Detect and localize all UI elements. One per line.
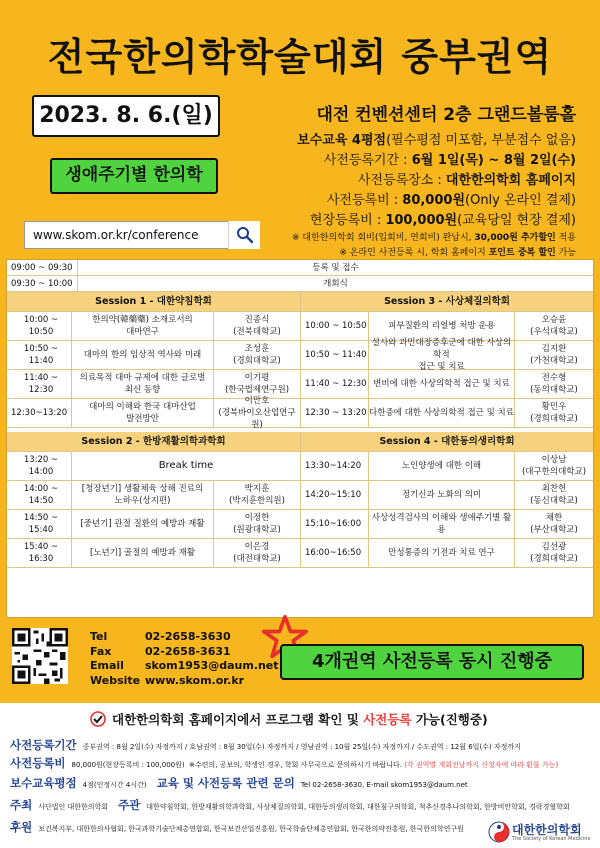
footer-sponsor: 후원 보건복지부, 대한한의사협회, 한국과학기술단체총연합회, 한국보건산업진흥원, 한국학술단체총연합회, 한국한의약진흥원, 한국한의학연구원	[10, 820, 464, 834]
speaker-cell: 이정한 (원광대학교)	[213, 510, 300, 538]
topic-cell: 정기신과 노화의 의미	[368, 481, 514, 509]
website-link[interactable]: www.skom.or.kr	[145, 673, 245, 687]
theme-badge: 생애주기별 한의학	[50, 158, 218, 194]
topic-cell: 설사와 과민대장증후군에 대한 사상의학적 접근 및 치료	[368, 341, 514, 369]
time-cell: 15:40 ~ 16:30	[23, 542, 59, 564]
onsite-fee: 현장등록비 : 100,000원(교육당일 현장 결제)	[309, 213, 576, 228]
event-info	[246, 100, 576, 261]
time-cell: 16:00~16:50	[300, 539, 368, 567]
session-header-row	[7, 292, 593, 312]
footer-prereg-period: 사전등록기간 중부권역 : 8월 2일(수) 자정까지 / 호남권역 : 8월 30일(수) 자정까지 / 영남권역 : 10월 25일(수) 자정까지 / 수도권역 : 12월 6일(수) 자정까지	[10, 738, 521, 752]
schedule-row	[7, 452, 593, 481]
topic-cell: [노년기] 골절의 예방과 재활	[71, 539, 213, 567]
session-title: Session 2 - 한방재활의학과학회	[81, 435, 226, 447]
topic-cell: 만성통증의 기전과 치료 연구	[368, 539, 514, 567]
speaker-cell: 김지환 (가천대학교)	[514, 341, 593, 369]
topic-cell: 피부질환의 리얼병 처방 운용	[368, 312, 514, 340]
topic-cell: Break time	[71, 452, 300, 480]
time-cell: 12:30~13:20	[11, 408, 68, 418]
time-cell: 12:30 ~ 13:20	[300, 399, 368, 427]
footer-prereg-fee: 사전등록비 80,000원(현장등록비 : 100,000원) ※수련의, 공보의, 학생인 경우, 학회 사무국으로 문의하시기 바랍니다. (각 권역별 개회전날까지 신청자에 따라 환불 가능)	[10, 756, 559, 770]
session-header-row	[7, 432, 593, 452]
website-label: Website	[90, 673, 141, 687]
program-cell: 등록 및 접수	[77, 260, 593, 275]
check-icon	[90, 711, 106, 727]
topic-cell: 변비에 대한 사상의학적 접근 및 치료	[368, 370, 514, 398]
prereg-fee: 사전등록비 : 80,000원(Only 온라인 결제)	[326, 193, 576, 208]
topic-cell: 의료목적 대마 규제에 대한 글로벌 최신 동향	[71, 370, 213, 398]
email-label: Email	[90, 659, 124, 672]
topic-cell: 대마의 이해와 한국 대마산업 발전방안	[71, 399, 213, 427]
time-cell: 15:10~16:00	[300, 510, 368, 538]
session-title: Session 1 - 대한약침학회	[95, 295, 212, 307]
footer-edu-inquiry: 보수교육평점 4점(인정시간 4시간) 교육 및 사전등록 관련 문의 Tel 02-2658-3630, E-mail skom1953@daum.net	[10, 776, 468, 790]
speaker-cell: 김선광 (경희대학교)	[514, 539, 593, 567]
speaker-cell: 최찬헌 (동신대학교)	[514, 481, 593, 509]
time-cell: 13:20 ~ 14:00	[23, 455, 59, 477]
schedule-row	[7, 481, 593, 510]
speaker-cell: 이상남 (대구한의대학교)	[514, 452, 593, 480]
speaker-cell: 박지훈 (박지훈한의원)	[213, 481, 300, 509]
speaker-cell: 채한 (부산대학교)	[514, 510, 593, 538]
venue: 대전 컨벤션센터 2층 그랜드볼룸홀	[316, 105, 576, 125]
tel-value: 02-2658-3630	[145, 630, 231, 643]
topic-cell: 다한증에 대한 사상의학적 접근 및 치료	[368, 399, 514, 427]
page-title: 전국한의학학술대회 중부권역	[47, 35, 553, 79]
speaker-cell: 이기평 (한국법제연구원)	[213, 370, 300, 398]
schedule-row	[7, 370, 593, 399]
society-logo-text: 대한한의학회	[512, 823, 582, 837]
fax-label: Fax	[90, 644, 112, 658]
time-cell: 13:30~14:20	[300, 452, 368, 480]
topic-cell: 노인양생에 대한 이해	[368, 452, 514, 480]
speaker-cell: 진종식 (전북대학교)	[213, 312, 300, 340]
topic-cell: 대마의 한의 임상적 역사와 미래	[71, 341, 213, 369]
time-cell: 14:20~15:10	[300, 481, 368, 509]
website-search-field[interactable]: www.skom.or.kr/conference	[24, 221, 260, 249]
contact-labels	[90, 630, 140, 688]
prereg-period: 사전등록기간 : 6월 1일(목) ~ 8월 2일(수)	[323, 153, 576, 168]
time-cell: 11:40 ~ 12:30	[23, 373, 59, 395]
time-cell: 09:30 ~ 10:00	[11, 278, 73, 289]
society-logo-subtext: The Society of Korean Medicine	[512, 836, 591, 842]
schedule-table	[6, 259, 594, 618]
discount-note-1: ※ 대한한의학회 회비(입회비, 연회비) 완납시, 30,000원 추가할인 적용	[292, 233, 576, 243]
tel-label: Tel	[90, 630, 108, 643]
time-cell: 10:50 ~ 11:40	[23, 344, 59, 366]
topic-cell: [청장년기] 생활체육 상해 진료의 노하우(상지편)	[71, 481, 213, 509]
discount-note-2: ※ 온라인 사전등록 시, 학회 홈페이지 포인트 중복 할인 가능	[339, 248, 576, 258]
topic-cell: [중년기] 관절 질환의 예방과 재활	[71, 510, 213, 538]
time-cell: 09:00 ~ 09:30	[11, 262, 73, 273]
email-link[interactable]: skom1953@daum.net	[145, 659, 279, 672]
schedule-row	[7, 539, 593, 568]
time-cell: 14:00 ~ 14:50	[23, 484, 59, 506]
time-cell: 10:00 ~ 10:50	[300, 312, 368, 340]
schedule-row	[7, 338, 593, 372]
speaker-cell: 이은경 (대전대학교)	[213, 539, 300, 567]
footer-info	[0, 703, 600, 848]
session-title: Session 3 - 사상체질의학회	[300, 292, 593, 311]
edu-credit: 보수교육 4평점(필수평점 미포함, 부분점수 없음)	[297, 133, 576, 148]
time-cell: 14:50 ~ 15:40	[23, 513, 59, 535]
speaker-cell: 오승윤 (우석대학교)	[514, 312, 593, 340]
schedule-row	[7, 396, 593, 430]
schedule-row	[7, 260, 593, 276]
society-logo-icon	[488, 821, 510, 843]
time-cell: 11:40 ~ 12:30	[300, 370, 368, 398]
speaker-cell: 조성훈 (경희대학교)	[213, 341, 300, 369]
speaker-cell: 전수형 (동의대학교)	[514, 370, 593, 398]
fax-value: 02-2658-3631	[145, 644, 231, 658]
topic-cell: 사상성격검사의 이해와 생애주기별 활용	[368, 510, 514, 538]
speaker-cell: 이만호 (경북바이오산업연구원)	[213, 399, 300, 427]
time-cell: 10:50 ~ 11:40	[300, 341, 368, 369]
event-date: 2023. 8. 6.(일)	[32, 95, 220, 137]
time-cell: 10:00 ~ 10:50	[23, 315, 59, 337]
schedule-row	[7, 276, 593, 292]
qr-code-icon[interactable]	[12, 628, 68, 684]
speaker-cell: 황민우 (경희대학교)	[514, 399, 593, 427]
contact-values	[145, 630, 279, 688]
schedule-row	[7, 510, 593, 539]
session-title: Session 4 - 대한동의생리학회	[300, 432, 593, 451]
footer-host: 주최 사단법인 대한한의학회 주관 대한약침학회, 한방재활의학과학회, 사상체질의학회, 대한동의생리학회, 대한침구의학회, 척추신경추나의학회, 한방비만학회, 경락경혈학회	[10, 798, 570, 812]
registration-banner: 4개권역 사전등록 동시 진행중	[280, 644, 584, 680]
prereg-place: 사전등록장소 : 대한한의학회 홈페이지	[357, 173, 576, 188]
topic-cell: 한의약(韓藥藥) 소재로서의 대마연구	[71, 312, 213, 340]
program-cell: 개회식	[77, 276, 593, 291]
footer-headline: 대한한의학회 홈페이지에서 프로그램 확인 및 사전등록 가능(진행중)	[112, 712, 488, 727]
